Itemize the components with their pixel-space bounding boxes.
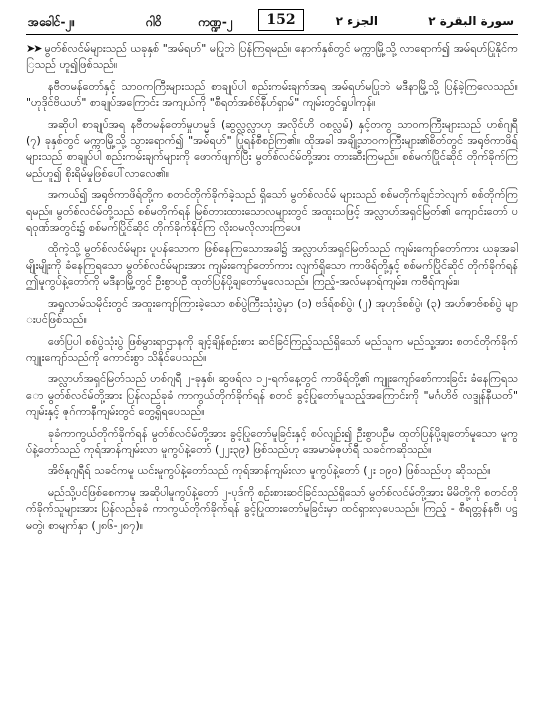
paragraph: မည်သို့ပင်ဖြစ်စေကာမူ အဆိုပါမူကွပ်နဲ့တော် ၂-ပုဒ်ကို စဉ်းစားဆင်ခြင်သည်ရှိသော် မွတ်စ်လင်မ်တို့အား မိမိတို့ကို စတင်တိုက်ခိုက်သူများအား ပြန်လည်ခုခံ ကာကွယ်တိုက်ခိုက်ရန် ခွင့်ပြုထားတော်မူခြင်းမှာ ထင်ရှားလှပေသည်။ ကြည့် - စီရတ္တန်နဗီ၊ ပဋ္ဌမတွဲ၊ စာမျက်နှာ (၂၈၆-၂၈၇)။	[26, 485, 518, 532]
paragraph: နဗီတမန်တော်နှင့် သာဝကကြီးများသည် စာချုပ်ပါ စည်းကမ်းချက်အရ အမ်ရဟ်မပြုဘဲ မဒီနာမြို့သို့ ပြန်ခဲ့ကြလေသည်။ "ဟုဒိုင်ဗိယဟ်" စာချုပ်အကြောင်း အကျယ်ကို "စီရတ်အစ်ဗ်နီဟ်ရှာမ်" ကျမ်းတွင်ရှုပါကုန်။	[26, 79, 518, 110]
paragraph: ထိုကဲ့သို့ မွတ်စ်လင်မ်များ ပူပန်သောက ဖြစ်နေကြသောအခါ၌ အလ္လာဟ်အရှင်မြတ်သည် ကျမ်းကျော်တော်ကား ယခုအခါမျိုးမျိုးကို ခံနေကြရသော မွတ်စ်လင်မ်များအား ကျမ်းကျော်တော်ကား လျက်ရှိသော ကာဖိရ်တို့နှင့် စစ်မက်ပြိုင်ဆိုင် တိုက်ခိုက်ရန် ဤမူကွပ်နဲ့တော်ကို မဒီနာမြို့တွင် ဦးစွာပဦ ထုတ်ပြန်ပို့ချတော်မူလေသည်။ ကြည့်-အလ်မနာရ်ကျမ်း။ ကဗီရ်ကျမ်း။	[26, 242, 518, 289]
header-right2: الجزء ٢	[335, 14, 378, 28]
page-header	[26, 8, 518, 35]
paragraph: ခုခံကာကွယ်တိုက်ခိုက်ရန် မွတ်စ်လင်မ်တို့အား ခွင့်ပြုတော်မူခြင်းနှင့် စပ်လျဉ်း၍ ဦးစွာပဦမ ထုတ်ပြန်ပို့ချတော်မူသော မူကွပ်နဲ့တော်သည် ကုရ်အာန်ကျမ်းလာ မူကွပ်နဲ့တော် (၂၂း၃၉) ဖြစ်သည်ဟု အေမာမ်ဇုဟ်ရီ သခင်ကဆိုသည်။	[26, 426, 518, 456]
paragraph: ➤➤ မွတ်စ်လင်မ်များသည် ယခုနှစ် "အမ်ရဟ်" မပြုဘဲ ပြန်ကြရမည်။ နောက်နှစ်တွင် မက္ကာမြို့သို့ လာရောက်၍ အမ်ရဟ်ပြုနိုင်ကြသည် ဟူ၍ဖြစ်သည်။	[26, 42, 518, 72]
page-number: 152	[258, 9, 304, 31]
paragraph: ဖော်ပြပါ စစ်ပွဲသုံးပွဲ ဖြစ်မွားရာဌာနကို ချင့်ချိန်စဉ်းစား ဆင်ခြင်ကြည့်သည်ရှိသော် မည်သူက မည်သူ့အား စတင်တိုက်ခိုက် ကျူးကျော်သည်ကို ကောင်းစွာ သိနိုင်ပေသည်။	[26, 334, 518, 364]
page-body	[26, 35, 518, 534]
paragraph: အလ္လာဟ်အရှင်မြတ်သည် ဟစ်ဂျရီ ၂-ခုနှစ်၊ ဆွဖရ်လ ၁၂-ရက်နေ့တွင် ကာဖိရ်တို့၏ ကျူးကျော်စော်ကားခြင်း ခံနေကြရသော မွတ်စ်လင်မ်တို့အား ပြန်လည်ခုခံ ကာကွယ်တိုက်ခိုက်ရန် စတင် ခွင့်ပြုတော်မူသည့်အကြောင်းကို "မင်္ဂဟိဗ် လဒ္ဒုန်နီယတ်" ကျမ်းနှင့် ဇုဂ်ကာနီကျမ်းတွင် တွေ့ရှိရပေသည်။	[26, 372, 518, 419]
paragraph: အရှုလာမ်သမိုင်းတွင် အထူးကျော်ကြားခဲ့သော စစ်ပွဲကြီးသုံးပွဲမှာ (၁) ဗဒ်ရ်စစ်ပွဲ၊ (၂) အုဟုဒ်စစ်ပွဲ၊ (၃) အဟ်ဇာဗ်စစ်ပွဲ များပင်ဖြစ်သည်။	[26, 296, 518, 327]
arrow-marker-icon: ➤➤	[26, 42, 41, 55]
header-right: سورة البقرة ٢	[428, 14, 514, 28]
header-mid1: ဂါဝိ	[146, 15, 162, 29]
paragraph: အိဗ်နုဂျရီရ် သခင်ကမူ ယင်းမူကွပ်နဲ့တော်သည် ကုရ်အာန်ကျမ်းလာ မူကွပ်နဲ့တော် (၂း ၁၉၀) ဖြစ်သည်ဟု ဆိုသည်။	[48, 464, 491, 478]
paragraph: အကယ်၍ အရုဗ်ကာဖိရ်တို့က စတင်တိုက်ခိုက်ခဲ့သည် ရှိသော် မွတ်စ်လင်မ် များသည် စစ်မတိုက်ချင်ဘဲလျက် စစ်တိုက်ကြရမည်။ မွတ်စ်လင်မ်တို့သည် စစ်မတိုက်ရန် မြစ်တားထားသောလများတွင် အထူးသဖြင့် အလ္လာဟ်အရှင်မြတ်၏ ကျောင်းတော် ပရဝုဏ်အတွင်း၌ စစ်မက်ပြိုင်ဆိုင် တိုက်ခိုက်နိုင်ကြ လိုးဝမလိုလားကြပေ။	[26, 188, 518, 235]
header-left: အခေါင်-၂။	[28, 15, 76, 29]
header-mid2: ကဏ္ဍ-၂	[198, 15, 233, 29]
paragraph: အဆိုပါ စာချုပ်အရ နဗီတမန်တော်မှုဟမ္မဒ် (ဆွလ္လလ္လာဟု အလိုင်ဟိ ဝစလ္လမ်) နှင့်တကွ သာဝကကြီးများသည် ဟစ်ဂျရီ (၇) ခုနှစ်တွင် မက္ကာမြို့သို့ သွားရောက်၍ "အမ်ရဟ်" ပြုရန်စီစဉ်ကြ၏။ ထိုအခါ အချို့သာဝကကြီးများ၏စိတ်တွင် အရုဗ်ကာဖိရ်များသည် စာချုပ်ပါ စည်းကမ်းချက်များကို ဖောက်ဖျက်ပြီး မွတ်စ်လင်မ်တို့အား တားဆီးကြမည်။ စစ်မက်ပြိုင်ဆိုင် တိုက်ခိုက်ကြမည်ဟူ၍ စိုးရိမ်မှုဖြစ်ပေါ်လာလေ၏။	[26, 117, 518, 180]
